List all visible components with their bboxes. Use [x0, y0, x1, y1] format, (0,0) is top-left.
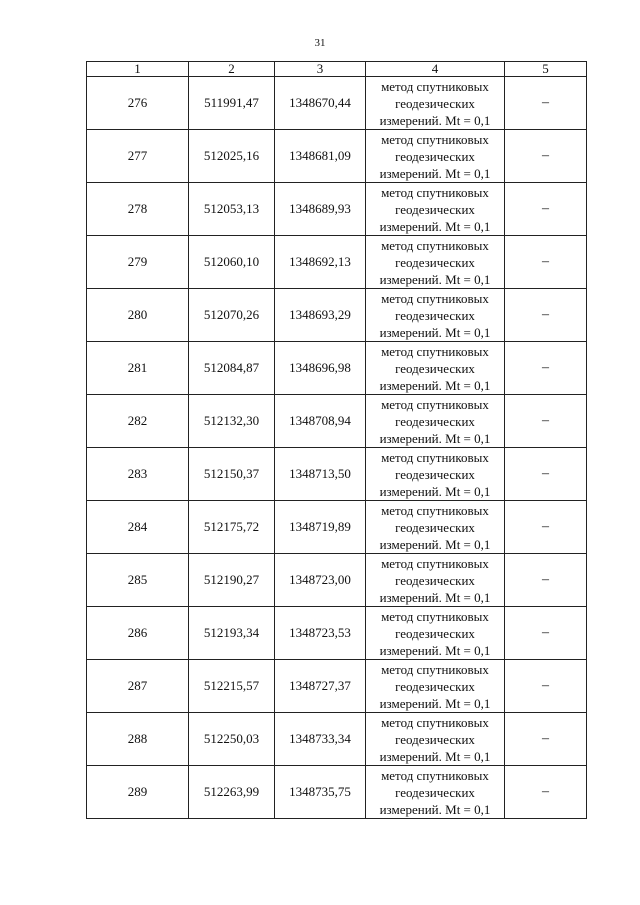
table-row — [87, 395, 587, 448]
method-line: измерений. Mt = 0,1 — [379, 801, 491, 817]
method-cell — [366, 713, 505, 766]
note-cell: – — [505, 289, 587, 342]
point-number-cell: 288 — [87, 713, 189, 766]
x-coordinate-cell: 512053,13 — [189, 183, 275, 236]
table-row — [87, 130, 587, 183]
x-coordinate-cell: 511991,47 — [189, 77, 275, 130]
method-line: геодезических — [395, 731, 475, 747]
table-row — [87, 713, 587, 766]
method-line: геодезических — [395, 95, 475, 111]
method-line: геодезических — [395, 360, 475, 376]
x-coordinate-cell: 512150,37 — [189, 448, 275, 501]
table-row — [87, 77, 587, 130]
point-number-cell: 279 — [87, 236, 189, 289]
header-col-2: 2 — [189, 62, 275, 77]
note-cell: – — [505, 236, 587, 289]
point-number-cell: 284 — [87, 501, 189, 554]
method-line: метод спутниковых — [381, 555, 489, 571]
x-coordinate-cell: 512263,99 — [189, 766, 275, 819]
method-cell — [366, 766, 505, 819]
note-cell: – — [505, 554, 587, 607]
point-number-cell: 285 — [87, 554, 189, 607]
y-coordinate-cell: 1348689,93 — [275, 183, 366, 236]
point-number-cell: 289 — [87, 766, 189, 819]
point-number-cell: 287 — [87, 660, 189, 713]
point-number-cell: 283 — [87, 448, 189, 501]
method-cell — [366, 342, 505, 395]
method-cell — [366, 660, 505, 713]
method-line: измерений. Mt = 0,1 — [379, 536, 491, 552]
method-line: геодезических — [395, 148, 475, 164]
method-cell — [366, 501, 505, 554]
table-row — [87, 183, 587, 236]
method-line: метод спутниковых — [381, 714, 489, 730]
point-number-cell: 277 — [87, 130, 189, 183]
y-coordinate-cell: 1348723,53 — [275, 607, 366, 660]
x-coordinate-cell: 512215,57 — [189, 660, 275, 713]
method-line: геодезических — [395, 572, 475, 588]
method-cell — [366, 183, 505, 236]
method-line: геодезических — [395, 307, 475, 323]
method-cell — [366, 395, 505, 448]
note-cell: – — [505, 342, 587, 395]
point-number-cell: 280 — [87, 289, 189, 342]
method-line: измерений. Mt = 0,1 — [379, 695, 491, 711]
table-header — [87, 62, 587, 77]
method-line: метод спутниковых — [381, 661, 489, 677]
x-coordinate-cell: 512175,72 — [189, 501, 275, 554]
method-line: метод спутниковых — [381, 449, 489, 465]
point-number-cell: 282 — [87, 395, 189, 448]
table-body — [87, 77, 587, 819]
method-line: измерений. Mt = 0,1 — [379, 748, 491, 764]
y-coordinate-cell: 1348670,44 — [275, 77, 366, 130]
y-coordinate-cell: 1348733,34 — [275, 713, 366, 766]
method-cell — [366, 554, 505, 607]
method-cell — [366, 236, 505, 289]
method-line: измерений. Mt = 0,1 — [379, 430, 491, 446]
table-row — [87, 660, 587, 713]
method-line: метод спутниковых — [381, 237, 489, 253]
method-line: измерений. Mt = 0,1 — [379, 377, 491, 393]
method-line: геодезических — [395, 254, 475, 270]
note-cell: – — [505, 183, 587, 236]
note-cell: – — [505, 130, 587, 183]
method-cell — [366, 607, 505, 660]
coordinates-table — [86, 61, 587, 819]
header-col-3: 3 — [275, 62, 366, 77]
x-coordinate-cell: 512193,34 — [189, 607, 275, 660]
table-row — [87, 342, 587, 395]
method-line: измерений. Mt = 0,1 — [379, 218, 491, 234]
y-coordinate-cell: 1348719,89 — [275, 501, 366, 554]
x-coordinate-cell: 512132,30 — [189, 395, 275, 448]
header-row — [87, 62, 587, 77]
point-number-cell: 276 — [87, 77, 189, 130]
table-row — [87, 236, 587, 289]
note-cell: – — [505, 607, 587, 660]
table-row — [87, 289, 587, 342]
method-line: геодезических — [395, 519, 475, 535]
table-row — [87, 448, 587, 501]
method-line: метод спутниковых — [381, 184, 489, 200]
method-line: метод спутниковых — [381, 131, 489, 147]
note-cell: – — [505, 766, 587, 819]
y-coordinate-cell: 1348727,37 — [275, 660, 366, 713]
method-line: измерений. Mt = 0,1 — [379, 271, 491, 287]
note-cell: – — [505, 501, 587, 554]
method-line: метод спутниковых — [381, 290, 489, 306]
header-col-5: 5 — [505, 62, 587, 77]
method-line: метод спутниковых — [381, 78, 489, 94]
table-row — [87, 607, 587, 660]
page-number: 31 — [314, 37, 326, 49]
method-line: геодезических — [395, 784, 475, 800]
method-line: геодезических — [395, 413, 475, 429]
method-line: измерений. Mt = 0,1 — [379, 324, 491, 340]
method-cell — [366, 289, 505, 342]
method-line: геодезических — [395, 678, 475, 694]
y-coordinate-cell: 1348692,13 — [275, 236, 366, 289]
x-coordinate-cell: 512190,27 — [189, 554, 275, 607]
method-line: метод спутниковых — [381, 502, 489, 518]
point-number-cell: 286 — [87, 607, 189, 660]
method-cell — [366, 77, 505, 130]
method-line: измерений. Mt = 0,1 — [379, 642, 491, 658]
y-coordinate-cell: 1348696,98 — [275, 342, 366, 395]
y-coordinate-cell: 1348735,75 — [275, 766, 366, 819]
note-cell: – — [505, 713, 587, 766]
method-cell — [366, 130, 505, 183]
point-number-cell: 281 — [87, 342, 189, 395]
x-coordinate-cell: 512070,26 — [189, 289, 275, 342]
method-line: метод спутниковых — [381, 343, 489, 359]
method-line: метод спутниковых — [381, 767, 489, 783]
method-cell — [366, 448, 505, 501]
method-line: геодезических — [395, 466, 475, 482]
method-line: геодезических — [395, 201, 475, 217]
y-coordinate-cell: 1348708,94 — [275, 395, 366, 448]
header-col-4: 4 — [366, 62, 505, 77]
x-coordinate-cell: 512025,16 — [189, 130, 275, 183]
y-coordinate-cell: 1348681,09 — [275, 130, 366, 183]
method-line: геодезических — [395, 625, 475, 641]
header-col-1: 1 — [87, 62, 189, 77]
y-coordinate-cell: 1348713,50 — [275, 448, 366, 501]
note-cell: – — [505, 660, 587, 713]
note-cell: – — [505, 395, 587, 448]
method-line: метод спутниковых — [381, 396, 489, 412]
note-cell: – — [505, 448, 587, 501]
x-coordinate-cell: 512084,87 — [189, 342, 275, 395]
method-line: измерений. Mt = 0,1 — [379, 483, 491, 499]
method-line: измерений. Mt = 0,1 — [379, 589, 491, 605]
table-row — [87, 554, 587, 607]
x-coordinate-cell: 512060,10 — [189, 236, 275, 289]
method-line: измерений. Mt = 0,1 — [379, 112, 491, 128]
table-row — [87, 501, 587, 554]
note-cell: – — [505, 77, 587, 130]
method-line: измерений. Mt = 0,1 — [379, 165, 491, 181]
table-row — [87, 766, 587, 819]
method-line: метод спутниковых — [381, 608, 489, 624]
x-coordinate-cell: 512250,03 — [189, 713, 275, 766]
y-coordinate-cell: 1348723,00 — [275, 554, 366, 607]
y-coordinate-cell: 1348693,29 — [275, 289, 366, 342]
point-number-cell: 278 — [87, 183, 189, 236]
